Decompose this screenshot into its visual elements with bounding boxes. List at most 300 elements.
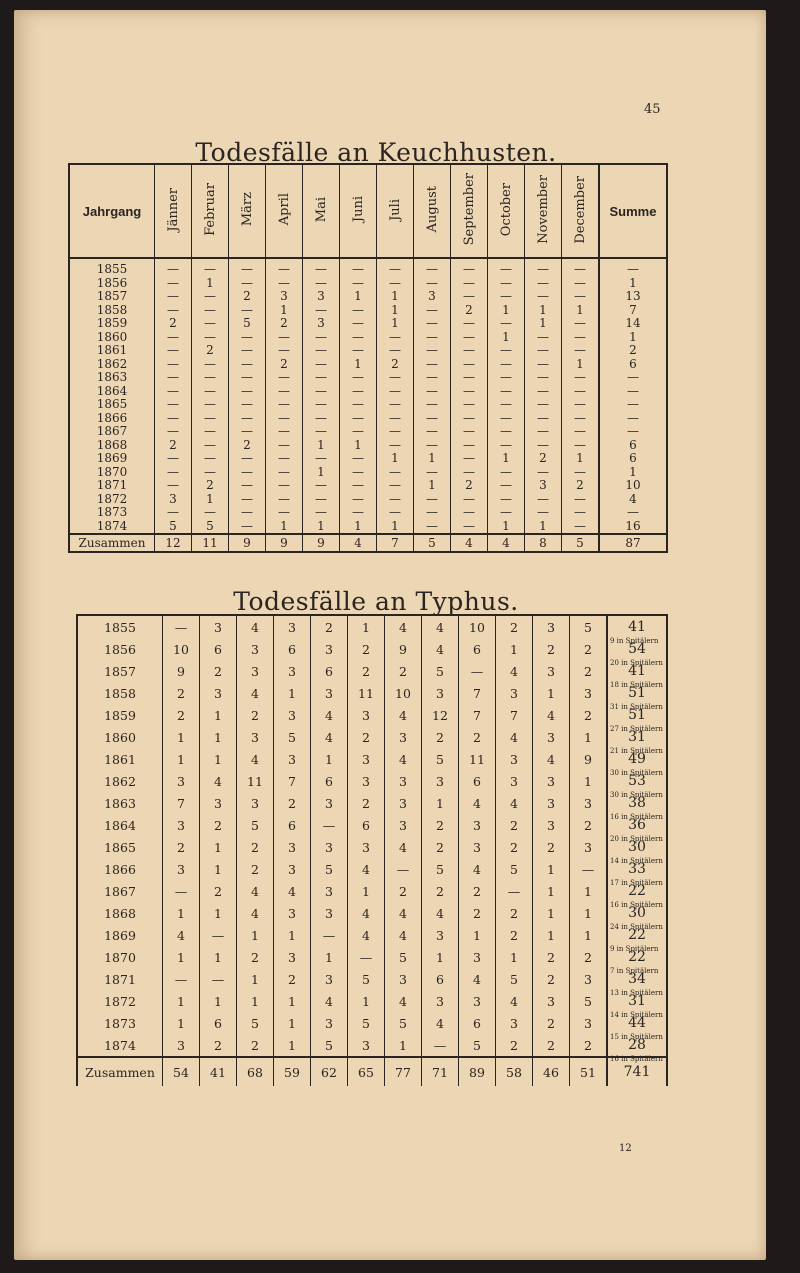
- table-row: [77, 770, 667, 792]
- total-cell: 62: [311, 1057, 348, 1086]
- value-cell: 3: [348, 1034, 385, 1057]
- value-cell: 1: [237, 990, 274, 1012]
- hospital-note: 9 in Spitälern: [610, 637, 659, 645]
- value-cell: 2: [237, 836, 274, 858]
- value-cell: —: [229, 452, 266, 466]
- value-cell: 1: [340, 290, 377, 304]
- value-cell: —: [414, 412, 451, 426]
- value-cell: —: [451, 385, 488, 399]
- value-cell: —: [562, 520, 600, 535]
- value-cell: 1: [496, 946, 533, 968]
- value-cell: 1: [488, 304, 525, 318]
- value-cell: 2: [496, 1034, 533, 1057]
- value-cell: —: [200, 924, 237, 946]
- table-row: [69, 358, 667, 372]
- year-cell: 1860: [69, 331, 155, 345]
- value-cell: —: [414, 304, 451, 318]
- value-cell: —: [340, 371, 377, 385]
- value-cell: 3: [348, 704, 385, 726]
- value-cell: —: [192, 466, 229, 480]
- header-month-label: Juni: [350, 196, 366, 223]
- value-cell: —: [192, 317, 229, 331]
- value-cell: 3: [311, 682, 348, 704]
- table-row: [69, 290, 667, 304]
- table-row: [69, 331, 667, 345]
- table-row: [77, 704, 667, 726]
- total-cell: 89: [459, 1057, 496, 1086]
- value-cell: 2: [192, 344, 229, 358]
- value-cell: —: [192, 398, 229, 412]
- value-cell: 3: [274, 615, 311, 638]
- value-cell: 3: [274, 858, 311, 880]
- value-cell: 2: [496, 902, 533, 924]
- value-cell: 1: [303, 466, 340, 480]
- value-cell: 5: [348, 968, 385, 990]
- value-cell: —: [377, 371, 414, 385]
- hospital-note: 31 in Spitälern: [610, 703, 663, 711]
- value-cell: —: [192, 385, 229, 399]
- year-cell: 1855: [77, 615, 163, 638]
- value-cell: —: [266, 493, 303, 507]
- table-row: [69, 479, 667, 493]
- table-row: [77, 902, 667, 924]
- value-cell: 9: [385, 638, 422, 660]
- value-cell: 5: [385, 946, 422, 968]
- value-cell: 5: [496, 858, 533, 880]
- sum-value: 51: [628, 685, 646, 701]
- value-cell: —: [155, 290, 192, 304]
- value-cell: 1: [377, 304, 414, 318]
- value-cell: 1: [459, 924, 496, 946]
- value-cell: —: [525, 439, 562, 453]
- value-cell: —: [155, 398, 192, 412]
- value-cell: —: [311, 924, 348, 946]
- value-cell: 3: [155, 493, 192, 507]
- value-cell: —: [377, 258, 414, 277]
- value-cell: —: [229, 358, 266, 372]
- value-cell: 2: [570, 660, 608, 682]
- value-cell: 2: [266, 358, 303, 372]
- value-cell: —: [266, 371, 303, 385]
- value-cell: —: [451, 258, 488, 277]
- value-cell: —: [422, 1034, 459, 1057]
- value-cell: —: [451, 358, 488, 372]
- year-cell: 1862: [69, 358, 155, 372]
- value-cell: 6: [459, 638, 496, 660]
- value-cell: 2: [533, 946, 570, 968]
- value-cell: 3: [570, 682, 608, 704]
- header-month-label: April: [276, 193, 292, 226]
- sum-value: 28: [628, 1037, 646, 1053]
- value-cell: —: [562, 344, 600, 358]
- value-cell: 6: [348, 814, 385, 836]
- value-cell: —: [488, 493, 525, 507]
- value-cell: 3: [533, 726, 570, 748]
- value-cell: 11: [459, 748, 496, 770]
- value-cell: —: [562, 258, 600, 277]
- document-page: [14, 10, 766, 1260]
- year-cell: 1857: [69, 290, 155, 304]
- hospital-note: 16 in Spitälern: [610, 1055, 663, 1063]
- value-cell: 2: [422, 880, 459, 902]
- value-cell: 5: [311, 1034, 348, 1057]
- value-cell: —: [340, 506, 377, 520]
- value-cell: —: [451, 452, 488, 466]
- value-cell: —: [414, 277, 451, 291]
- value-cell: —: [488, 371, 525, 385]
- value-cell: —: [303, 304, 340, 318]
- table-row: [69, 371, 667, 385]
- value-cell: 3: [496, 748, 533, 770]
- value-cell: 1: [570, 726, 608, 748]
- year-cell: 1871: [69, 479, 155, 493]
- value-cell: —: [525, 371, 562, 385]
- value-cell: 2: [496, 615, 533, 638]
- value-cell: —: [525, 425, 562, 439]
- value-cell: 3: [163, 770, 200, 792]
- header-month: [562, 164, 600, 258]
- table-row: [69, 412, 667, 426]
- value-cell: 1: [163, 990, 200, 1012]
- value-cell: 2: [200, 880, 237, 902]
- total-cell: 4: [340, 534, 377, 552]
- year-cell: 1873: [69, 506, 155, 520]
- value-cell: 4: [422, 615, 459, 638]
- value-cell: —: [525, 331, 562, 345]
- value-cell: 1: [414, 479, 451, 493]
- value-cell: 3: [311, 836, 348, 858]
- year-cell: 1873: [77, 1012, 163, 1034]
- value-cell: —: [414, 520, 451, 535]
- value-cell: 1: [525, 304, 562, 318]
- sum-cell: —: [599, 398, 667, 412]
- value-cell: 6: [200, 638, 237, 660]
- value-cell: —: [303, 277, 340, 291]
- year-cell: 1856: [69, 277, 155, 291]
- value-cell: —: [340, 452, 377, 466]
- value-cell: 3: [414, 290, 451, 304]
- value-cell: 3: [385, 792, 422, 814]
- value-cell: —: [340, 344, 377, 358]
- value-cell: 3: [422, 682, 459, 704]
- year-cell: 1870: [77, 946, 163, 968]
- value-cell: 2: [348, 660, 385, 682]
- value-cell: —: [303, 506, 340, 520]
- value-cell: 1: [163, 1012, 200, 1034]
- value-cell: 2: [570, 1034, 608, 1057]
- value-cell: 3: [570, 836, 608, 858]
- value-cell: 4: [385, 704, 422, 726]
- sum-cell: [607, 770, 667, 799]
- value-cell: 3: [422, 924, 459, 946]
- sum-cell: —: [599, 425, 667, 439]
- value-cell: 1: [422, 792, 459, 814]
- value-cell: 5: [155, 520, 192, 535]
- value-cell: —: [562, 290, 600, 304]
- header-month: [451, 164, 488, 258]
- value-cell: —: [525, 277, 562, 291]
- value-cell: 4: [422, 638, 459, 660]
- value-cell: —: [229, 304, 266, 318]
- value-cell: 1: [266, 304, 303, 318]
- value-cell: —: [562, 398, 600, 412]
- value-cell: 1: [237, 924, 274, 946]
- value-cell: 4: [385, 990, 422, 1012]
- value-cell: —: [266, 479, 303, 493]
- value-cell: —: [229, 506, 266, 520]
- value-cell: —: [192, 412, 229, 426]
- value-cell: 2: [570, 814, 608, 836]
- table-row: [69, 304, 667, 318]
- header-month-label: September: [461, 173, 477, 246]
- value-cell: 3: [385, 814, 422, 836]
- value-cell: 2: [348, 726, 385, 748]
- value-cell: 4: [237, 748, 274, 770]
- value-cell: 3: [422, 990, 459, 1012]
- sum-value: 31: [628, 729, 646, 745]
- value-cell: 2: [570, 704, 608, 726]
- keuchhusten-table: [68, 163, 668, 553]
- value-cell: —: [229, 258, 266, 277]
- value-cell: —: [488, 466, 525, 480]
- header-month: [340, 164, 377, 258]
- value-cell: 1: [303, 520, 340, 535]
- hospital-note: 13 in Spitälern: [610, 989, 663, 997]
- value-cell: 1: [266, 520, 303, 535]
- value-cell: —: [562, 439, 600, 453]
- hospital-note: 30 in Spitälern: [610, 769, 663, 777]
- value-cell: 3: [570, 1012, 608, 1034]
- value-cell: —: [459, 660, 496, 682]
- value-cell: 1: [414, 452, 451, 466]
- value-cell: —: [525, 493, 562, 507]
- value-cell: 1: [340, 520, 377, 535]
- sum-cell: [607, 880, 667, 909]
- value-cell: —: [525, 412, 562, 426]
- table-row: [69, 398, 667, 412]
- value-cell: 7: [496, 704, 533, 726]
- value-cell: 4: [422, 1012, 459, 1034]
- value-cell: —: [229, 371, 266, 385]
- value-cell: —: [229, 425, 266, 439]
- value-cell: 1: [562, 452, 600, 466]
- table-row: [69, 277, 667, 291]
- value-cell: 2: [459, 880, 496, 902]
- value-cell: —: [414, 358, 451, 372]
- value-cell: 4: [385, 748, 422, 770]
- value-cell: —: [155, 412, 192, 426]
- table-row: [77, 880, 667, 902]
- value-cell: 3: [533, 615, 570, 638]
- value-cell: 4: [311, 990, 348, 1012]
- year-cell: 1863: [69, 371, 155, 385]
- value-cell: 4: [385, 924, 422, 946]
- sum-cell: [607, 990, 667, 1019]
- value-cell: 2: [163, 682, 200, 704]
- value-cell: —: [229, 412, 266, 426]
- value-cell: 1: [200, 836, 237, 858]
- value-cell: —: [303, 452, 340, 466]
- value-cell: 1: [163, 726, 200, 748]
- keuchhusten-title: Todesfälle an Keuchhusten.: [195, 138, 557, 167]
- value-cell: 1: [377, 290, 414, 304]
- sum-cell: 10: [599, 479, 667, 493]
- table-row: [69, 520, 667, 535]
- table-row: [77, 638, 667, 660]
- value-cell: —: [451, 371, 488, 385]
- value-cell: —: [488, 358, 525, 372]
- total-row: [69, 534, 667, 552]
- hospital-note: 21 in Spitälern: [610, 747, 663, 755]
- value-cell: 1: [562, 304, 600, 318]
- value-cell: 3: [348, 770, 385, 792]
- value-cell: —: [525, 466, 562, 480]
- value-cell: 2: [200, 814, 237, 836]
- year-cell: 1858: [69, 304, 155, 318]
- value-cell: —: [192, 258, 229, 277]
- table-row: [77, 726, 667, 748]
- value-cell: 1: [533, 902, 570, 924]
- value-cell: 6: [274, 814, 311, 836]
- value-cell: —: [562, 493, 600, 507]
- year-cell: 1869: [69, 452, 155, 466]
- value-cell: —: [562, 425, 600, 439]
- value-cell: —: [488, 258, 525, 277]
- value-cell: 5: [570, 615, 608, 638]
- value-cell: —: [414, 506, 451, 520]
- value-cell: —: [377, 331, 414, 345]
- value-cell: 3: [496, 682, 533, 704]
- value-cell: 2: [562, 479, 600, 493]
- value-cell: —: [303, 398, 340, 412]
- sum-cell: —: [599, 258, 667, 277]
- value-cell: 2: [229, 290, 266, 304]
- value-cell: 2: [348, 638, 385, 660]
- hospital-note: 17 in Spitälern: [610, 879, 663, 887]
- value-cell: —: [303, 412, 340, 426]
- header-month: [525, 164, 562, 258]
- value-cell: 5: [237, 1012, 274, 1034]
- value-cell: —: [303, 479, 340, 493]
- value-cell: 1: [385, 1034, 422, 1057]
- value-cell: 5: [348, 1012, 385, 1034]
- value-cell: —: [488, 277, 525, 291]
- value-cell: —: [155, 331, 192, 345]
- value-cell: —: [155, 277, 192, 291]
- value-cell: 1: [311, 748, 348, 770]
- value-cell: —: [488, 425, 525, 439]
- sum-cell: [607, 638, 667, 667]
- table-row: [77, 792, 667, 814]
- table-row: [69, 425, 667, 439]
- value-cell: —: [155, 385, 192, 399]
- value-cell: 1: [533, 924, 570, 946]
- value-cell: 6: [200, 1012, 237, 1034]
- value-cell: 1: [422, 946, 459, 968]
- value-cell: —: [377, 277, 414, 291]
- value-cell: 3: [570, 792, 608, 814]
- value-cell: 1: [200, 990, 237, 1012]
- value-cell: —: [562, 466, 600, 480]
- year-cell: 1859: [69, 317, 155, 331]
- value-cell: —: [229, 493, 266, 507]
- sum-value: 49: [628, 751, 646, 767]
- value-cell: —: [340, 277, 377, 291]
- value-cell: 3: [303, 317, 340, 331]
- value-cell: —: [525, 398, 562, 412]
- total-cell: 46: [533, 1057, 570, 1086]
- value-cell: 3: [303, 290, 340, 304]
- value-cell: 3: [496, 1012, 533, 1034]
- value-cell: 3: [459, 836, 496, 858]
- sum-cell: [607, 704, 667, 733]
- value-cell: 6: [459, 770, 496, 792]
- value-cell: 1: [570, 770, 608, 792]
- value-cell: —: [340, 412, 377, 426]
- year-cell: 1874: [69, 520, 155, 535]
- value-cell: 9: [570, 748, 608, 770]
- total-cell: 77: [385, 1057, 422, 1086]
- table-row: [77, 968, 667, 990]
- total-cell: 51: [570, 1057, 608, 1086]
- value-cell: 3: [533, 770, 570, 792]
- value-cell: —: [266, 466, 303, 480]
- hospital-note: 7 in Spitälern: [610, 967, 659, 975]
- value-cell: —: [562, 412, 600, 426]
- value-cell: 1: [192, 493, 229, 507]
- total-cell: 9: [229, 534, 266, 552]
- header-month: [303, 164, 340, 258]
- value-cell: —: [377, 412, 414, 426]
- value-cell: 6: [274, 638, 311, 660]
- value-cell: 11: [237, 770, 274, 792]
- total-cell: 11: [192, 534, 229, 552]
- table-row: [69, 452, 667, 466]
- keuchhusten-header-row: [69, 164, 667, 258]
- value-cell: 7: [274, 770, 311, 792]
- value-cell: 2: [385, 660, 422, 682]
- value-cell: 2: [459, 902, 496, 924]
- value-cell: —: [562, 331, 600, 345]
- total-label: Zusammen: [69, 534, 155, 552]
- value-cell: —: [266, 258, 303, 277]
- hospital-note: 20 in Spitälern: [610, 659, 663, 667]
- value-cell: 3: [274, 704, 311, 726]
- sum-value: 44: [628, 1015, 646, 1031]
- year-cell: 1869: [77, 924, 163, 946]
- value-cell: 10: [459, 615, 496, 638]
- sum-cell: [607, 1012, 667, 1041]
- value-cell: 2: [533, 968, 570, 990]
- total-sum: 87: [599, 534, 667, 552]
- value-cell: —: [451, 466, 488, 480]
- value-cell: —: [451, 425, 488, 439]
- value-cell: —: [266, 439, 303, 453]
- header-month-label: Juli: [387, 198, 403, 221]
- header-month: [155, 164, 192, 258]
- header-month-label: October: [498, 182, 514, 237]
- value-cell: 1: [303, 439, 340, 453]
- total-cell: 41: [200, 1057, 237, 1086]
- value-cell: 5: [459, 1034, 496, 1057]
- value-cell: 4: [237, 682, 274, 704]
- table-row: [69, 439, 667, 453]
- value-cell: 4: [459, 858, 496, 880]
- total-cell: 65: [348, 1057, 385, 1086]
- total-cell: 5: [562, 534, 600, 552]
- value-cell: 1: [525, 520, 562, 535]
- header-month: [229, 164, 266, 258]
